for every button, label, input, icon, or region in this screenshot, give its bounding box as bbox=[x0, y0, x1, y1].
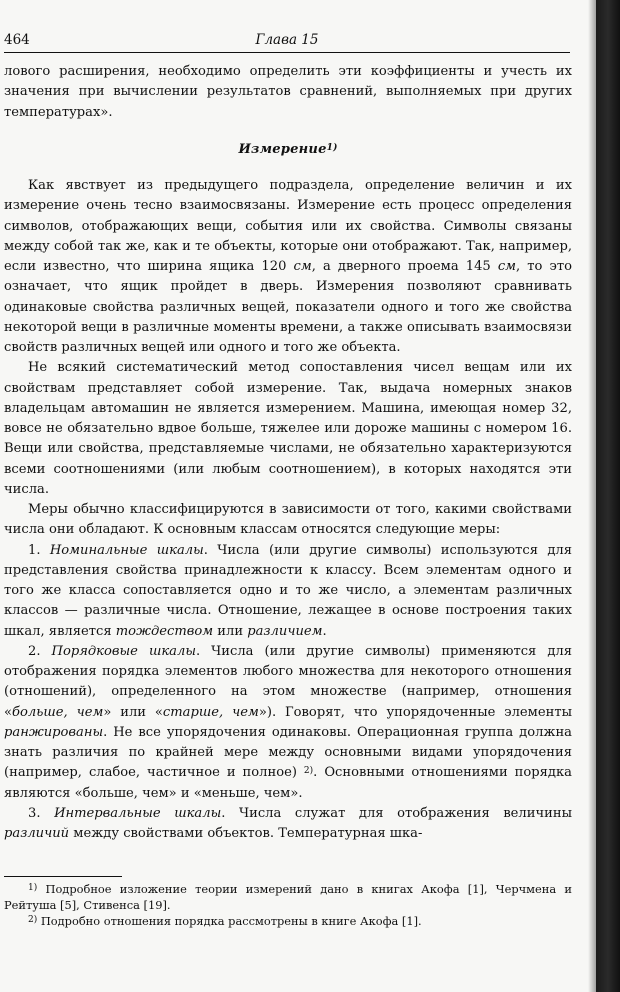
footnote-1 bbox=[4, 882, 572, 914]
main-text bbox=[4, 62, 572, 844]
item-title: Номинальные шкалы bbox=[49, 542, 204, 558]
footnote-text: Подробное изложение теории измерений дано в книгах Акофа [1], Черчмена и Рейтуша [5], Стивенса [19]. bbox=[4, 882, 572, 912]
list-item-nominal bbox=[4, 541, 572, 642]
text-run: между свойствами объектов. Температурная шка- bbox=[69, 826, 423, 841]
text-run: или bbox=[213, 623, 248, 639]
text-run: . Не все упорядочения одинаковы. Операционная группа должна знать различия по крайней мере между основными видами упорядочения (например, слабое, частичное и полное) bbox=[4, 724, 572, 781]
paragraph-numbering: Не всякий систематический метод сопоставления чисел вещам или их свойствам представляет собой измерение. Так, выдача номерных знаков владельцам автомашин не является измерением. Машина, имеющая номер 32, вовсе не обязательно вдвое больше, тяжелее или дороже машины с номером 16. Вещи или свойства, представляемые числами, не обязательно характеризуются всеми соотношениями (или любым соотношением), в которых находятся эти числа. bbox=[4, 360, 572, 497]
footnote-text: Подробно отношения порядка рассмотрены в книге Акофа [1]. bbox=[37, 913, 422, 928]
unit-cm: см bbox=[497, 259, 517, 274]
footnote-mark: 1) bbox=[28, 883, 38, 893]
paragraph-measurement bbox=[4, 176, 572, 358]
text-run: »). Говорят, что упорядоченные элементы bbox=[258, 704, 572, 720]
paragraph-classification: Меры обычно классифицируются в зависимости от того, какими свойствами числа они обладают. К основным классам относятся следующие меры: bbox=[4, 502, 572, 538]
footnote-2 bbox=[4, 914, 572, 930]
page-edge-shadow bbox=[588, 0, 596, 992]
book-spine bbox=[596, 0, 620, 992]
paragraph-intro: лового расширения, необходимо определить эти коэффициенты и учесть их значения при вычислении результатов сравнений, выполняемых при других температурах». bbox=[4, 64, 572, 120]
emphasis: старше, чем bbox=[162, 704, 259, 720]
footnote-mark: 2) bbox=[28, 914, 38, 925]
footnote-ref: 2) bbox=[303, 766, 314, 777]
text-run: » или « bbox=[103, 704, 163, 720]
emphasis: различий bbox=[4, 826, 70, 841]
emphasis: больше, чем bbox=[12, 704, 104, 720]
text-run: , а дверного проема 145 bbox=[311, 259, 498, 274]
running-header bbox=[4, 30, 570, 53]
text-run: . Числа (или другие символы) применяются для отображения порядка элементов любого множества для некоторого отношения (отношений), определенного на этом множестве (например, отношения « bbox=[4, 643, 572, 720]
footnote-ref: 1) bbox=[326, 142, 338, 153]
item-title: Порядковые шкалы bbox=[51, 643, 196, 659]
list-item-ordinal bbox=[4, 642, 572, 804]
emphasis: различием bbox=[247, 623, 323, 639]
footnote-divider bbox=[4, 876, 122, 877]
text-run: . Числа служат для отображения величины bbox=[221, 805, 573, 821]
chapter-title: Глава 15 bbox=[255, 32, 319, 48]
text-run: , то это означает, что ящик пройдет в дверь. Измерения позволяют сравнивать одинаковые свойства различных вещей, показатели одного и того же свойства некоторой вещи в различные моменты времени, а также описывать взаимосвязи свойств различных вещей или одного и того же объекта. bbox=[4, 259, 572, 355]
section-title: Измерение bbox=[238, 141, 327, 157]
item-number: 1. bbox=[28, 542, 50, 558]
list-item-interval bbox=[4, 804, 572, 845]
page-number: 464 bbox=[4, 32, 30, 48]
text-run: . Основными отношениями порядка являются «больше, чем» и «меньше, чем». bbox=[4, 765, 572, 801]
text-run: . bbox=[322, 623, 327, 639]
footnotes bbox=[4, 882, 572, 929]
item-number: 2. bbox=[28, 643, 52, 659]
item-title: Интервальные шкалы bbox=[54, 805, 222, 821]
emphasis: ранжированы bbox=[4, 724, 104, 740]
text-run: . Числа (или другие символы) используются для представления свойства принадлежности к классу. Всем элементам одного и того же класса сопоставляется одно и то же число, а элементам различных классов — различные числа. Отношение, лежащее в основе построения таких шкал, является bbox=[4, 542, 572, 639]
unit-cm: см bbox=[293, 259, 312, 274]
text-run: Как явствует из предыдущего подраздела, определение величин и их измерение очень тесно взаимосвязаны. Измерение есть процесс определения символов, отображающих вещи, события или их свойства. Символы связаны между собой так же, как и те объекты, которые они отображают. Так, например, если известно, что ширина ящика 120 bbox=[4, 178, 572, 274]
section-heading bbox=[4, 140, 572, 160]
emphasis: тождеством bbox=[115, 623, 214, 639]
item-number: 3. bbox=[28, 805, 55, 821]
